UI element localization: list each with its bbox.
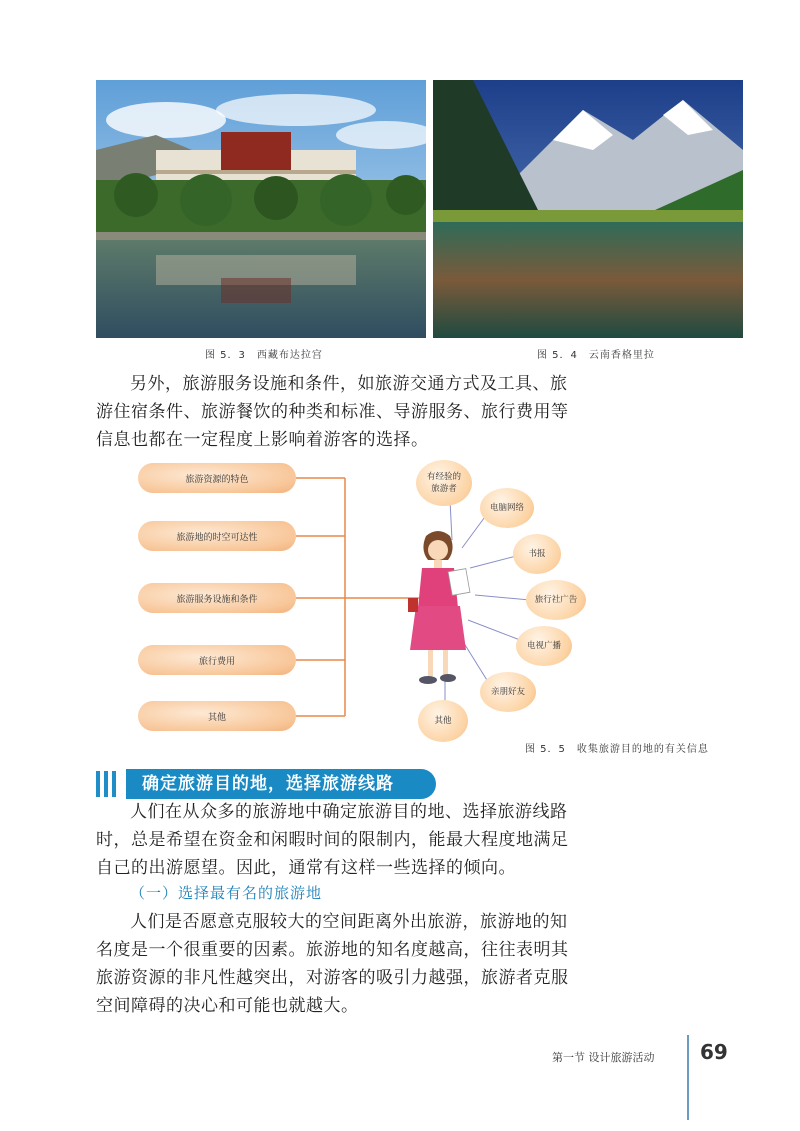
bubble-label: 旅行社广告 — [534, 595, 578, 605]
factor-service-facilities — [138, 583, 296, 613]
pill-label: 其他 — [207, 712, 226, 723]
banner-bar — [104, 771, 108, 797]
pill-label: 旅游服务设施和条件 — [176, 594, 258, 605]
figure-5-5-caption: 图 5．5 收集旅游目的地的有关信息 — [525, 744, 709, 755]
section-line: 人们在从众多的旅游地中确定旅游目的地、选择旅游线路 — [130, 802, 568, 822]
section-line: 时，总是希望在资金和闲暇时间的限制内，能最大程度地满足 — [96, 830, 569, 850]
banner-bars — [96, 769, 122, 799]
intro-line: 另外，旅游服务设施和条件，如旅游交通方式及工具、旅 — [130, 374, 568, 394]
page-number: 69 — [700, 1040, 728, 1064]
subsection-line: 空间障碍的决心和可能也就越大。 — [96, 996, 359, 1016]
bubble-label: 电脑网络 — [489, 503, 524, 513]
source-books-newspapers — [513, 534, 561, 574]
figure-5-3-caption: 图 5．3 西藏布达拉宫 — [205, 350, 323, 361]
bubble-label: 书报 — [528, 549, 546, 559]
footer-divider — [687, 1035, 689, 1120]
factor-accessibility — [138, 521, 296, 551]
source-other — [418, 700, 468, 742]
bubble-label: 有经验的旅游者 — [426, 472, 461, 494]
factor-other — [138, 701, 296, 731]
section-title: 确定旅游目的地，选择旅游线路 — [126, 769, 436, 799]
source-tv-radio — [516, 626, 572, 666]
pill-label: 旅游地的时空可达性 — [176, 532, 258, 543]
girl-reading-illustration — [398, 528, 478, 690]
banner-bar — [112, 771, 116, 797]
subsection-paragraph — [96, 908, 569, 1020]
figure-5-4-caption: 图 5．4 云南香格里拉 — [537, 350, 655, 361]
intro-paragraph — [96, 370, 569, 454]
shangri-la-lake-photo — [433, 80, 743, 338]
subsection-heading: （一）选择最有名的旅游地 — [130, 884, 323, 902]
source-experienced-tourist — [416, 460, 472, 506]
section-line: 自己的出游愿望。因此，通常有这样一些选择的倾向。 — [96, 858, 516, 878]
intro-line: 游住宿条件、旅游餐饮的种类和标准、导游服务、旅行费用等 — [96, 402, 569, 422]
pill-label: 旅游资源的特色 — [185, 474, 249, 485]
section-heading-banner — [96, 769, 436, 799]
subsection-line: 人们是否愿意克服较大的空间距离外出旅游，旅游地的知 — [130, 912, 568, 932]
source-travel-agency-ads — [526, 580, 586, 620]
bubble-label: 亲朋好友 — [490, 687, 525, 697]
subsection-line: 名度是一个很重要的因素。旅游地的知名度越高，往往表明其 — [96, 940, 569, 960]
banner-bar — [96, 771, 100, 797]
section-paragraph — [96, 798, 569, 882]
bubble-label: 电视广播 — [526, 641, 561, 651]
source-friends-family — [480, 672, 536, 712]
intro-line: 信息也都在一定程度上影响着游客的选择。 — [96, 430, 429, 450]
factor-resource-feature — [138, 463, 296, 493]
bubble-label: 其他 — [434, 716, 452, 726]
source-internet — [480, 488, 534, 528]
subsection-line: 旅游资源的非凡性越突出，对游客的吸引力越强，旅游者克服 — [96, 968, 569, 988]
factor-travel-cost — [138, 645, 296, 675]
footer-section-label: 第一节 设计旅游活动 — [552, 1051, 655, 1064]
pill-label: 旅行费用 — [198, 656, 235, 667]
potala-palace-photo — [96, 80, 426, 338]
